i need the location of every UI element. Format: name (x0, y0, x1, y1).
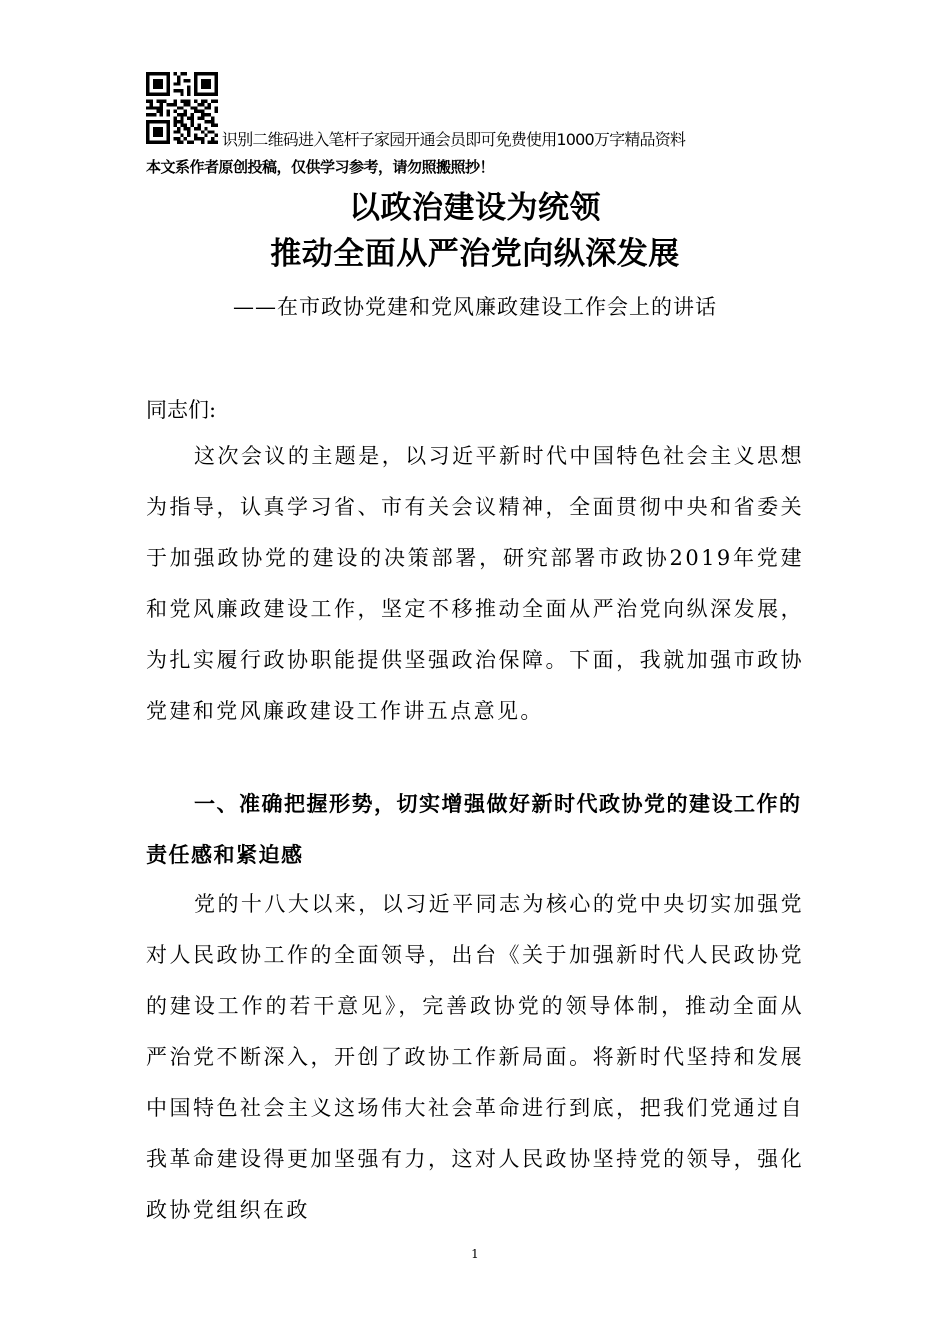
section-heading-1: 一、准确把握形势，切实增强做好新时代政协党的建设工作的责任感和紧迫感 (146, 792, 802, 867)
qr-code (146, 72, 218, 144)
subtitle: ——在市政协党建和党风廉政建设工作会上的讲话 (233, 295, 717, 319)
title-line-2: 推动全面从严治党向纵深发展 (270, 236, 680, 272)
paragraph-section-1: 党的十八大以来，以习近平同志为核心的党中央切实加强党对人民政协工作的全面领导，出台《关于加强新时代人民政协党的建设工作的若干意见》，完善政协党的领导体制，推动全面从严治党不断深入，开创了政协工作新局面。将新时代坚持和发展中国特色社会主义这场伟大社会革命进行到底，把我们党通过自我革命建设得更加坚强有力，这对人民政协坚持党的领导，强化政协党组织在政 (146, 892, 804, 1222)
page-number: 1 (471, 1247, 479, 1261)
paragraph-intro: 这次会议的主题是，以习近平新时代中国特色社会主义思想为指导，认真学习省、市有关会议精神，全面贯彻中央和省委关于加强政协党的建设的决策部署，研究部署市政协2019年党建和党风廉政建设工作，坚定不移推动全面从严治党向纵深发展，为扎实履行政协职能提供坚强政治保障。下面，我就加强市政协党建和党风廉政建设工作讲五点意见。 (146, 444, 804, 723)
promo-text: 识别二维码进入笔杆子家园开通会员即可免费使用1000万字精品资料 (222, 130, 686, 149)
greeting: 同志们: (146, 398, 217, 422)
copyright-notice: 本文系作者原创投稿，仅供学习参考，请勿照搬照抄！ (146, 158, 495, 176)
title-line-1: 以政治建设为统领 (349, 190, 601, 226)
